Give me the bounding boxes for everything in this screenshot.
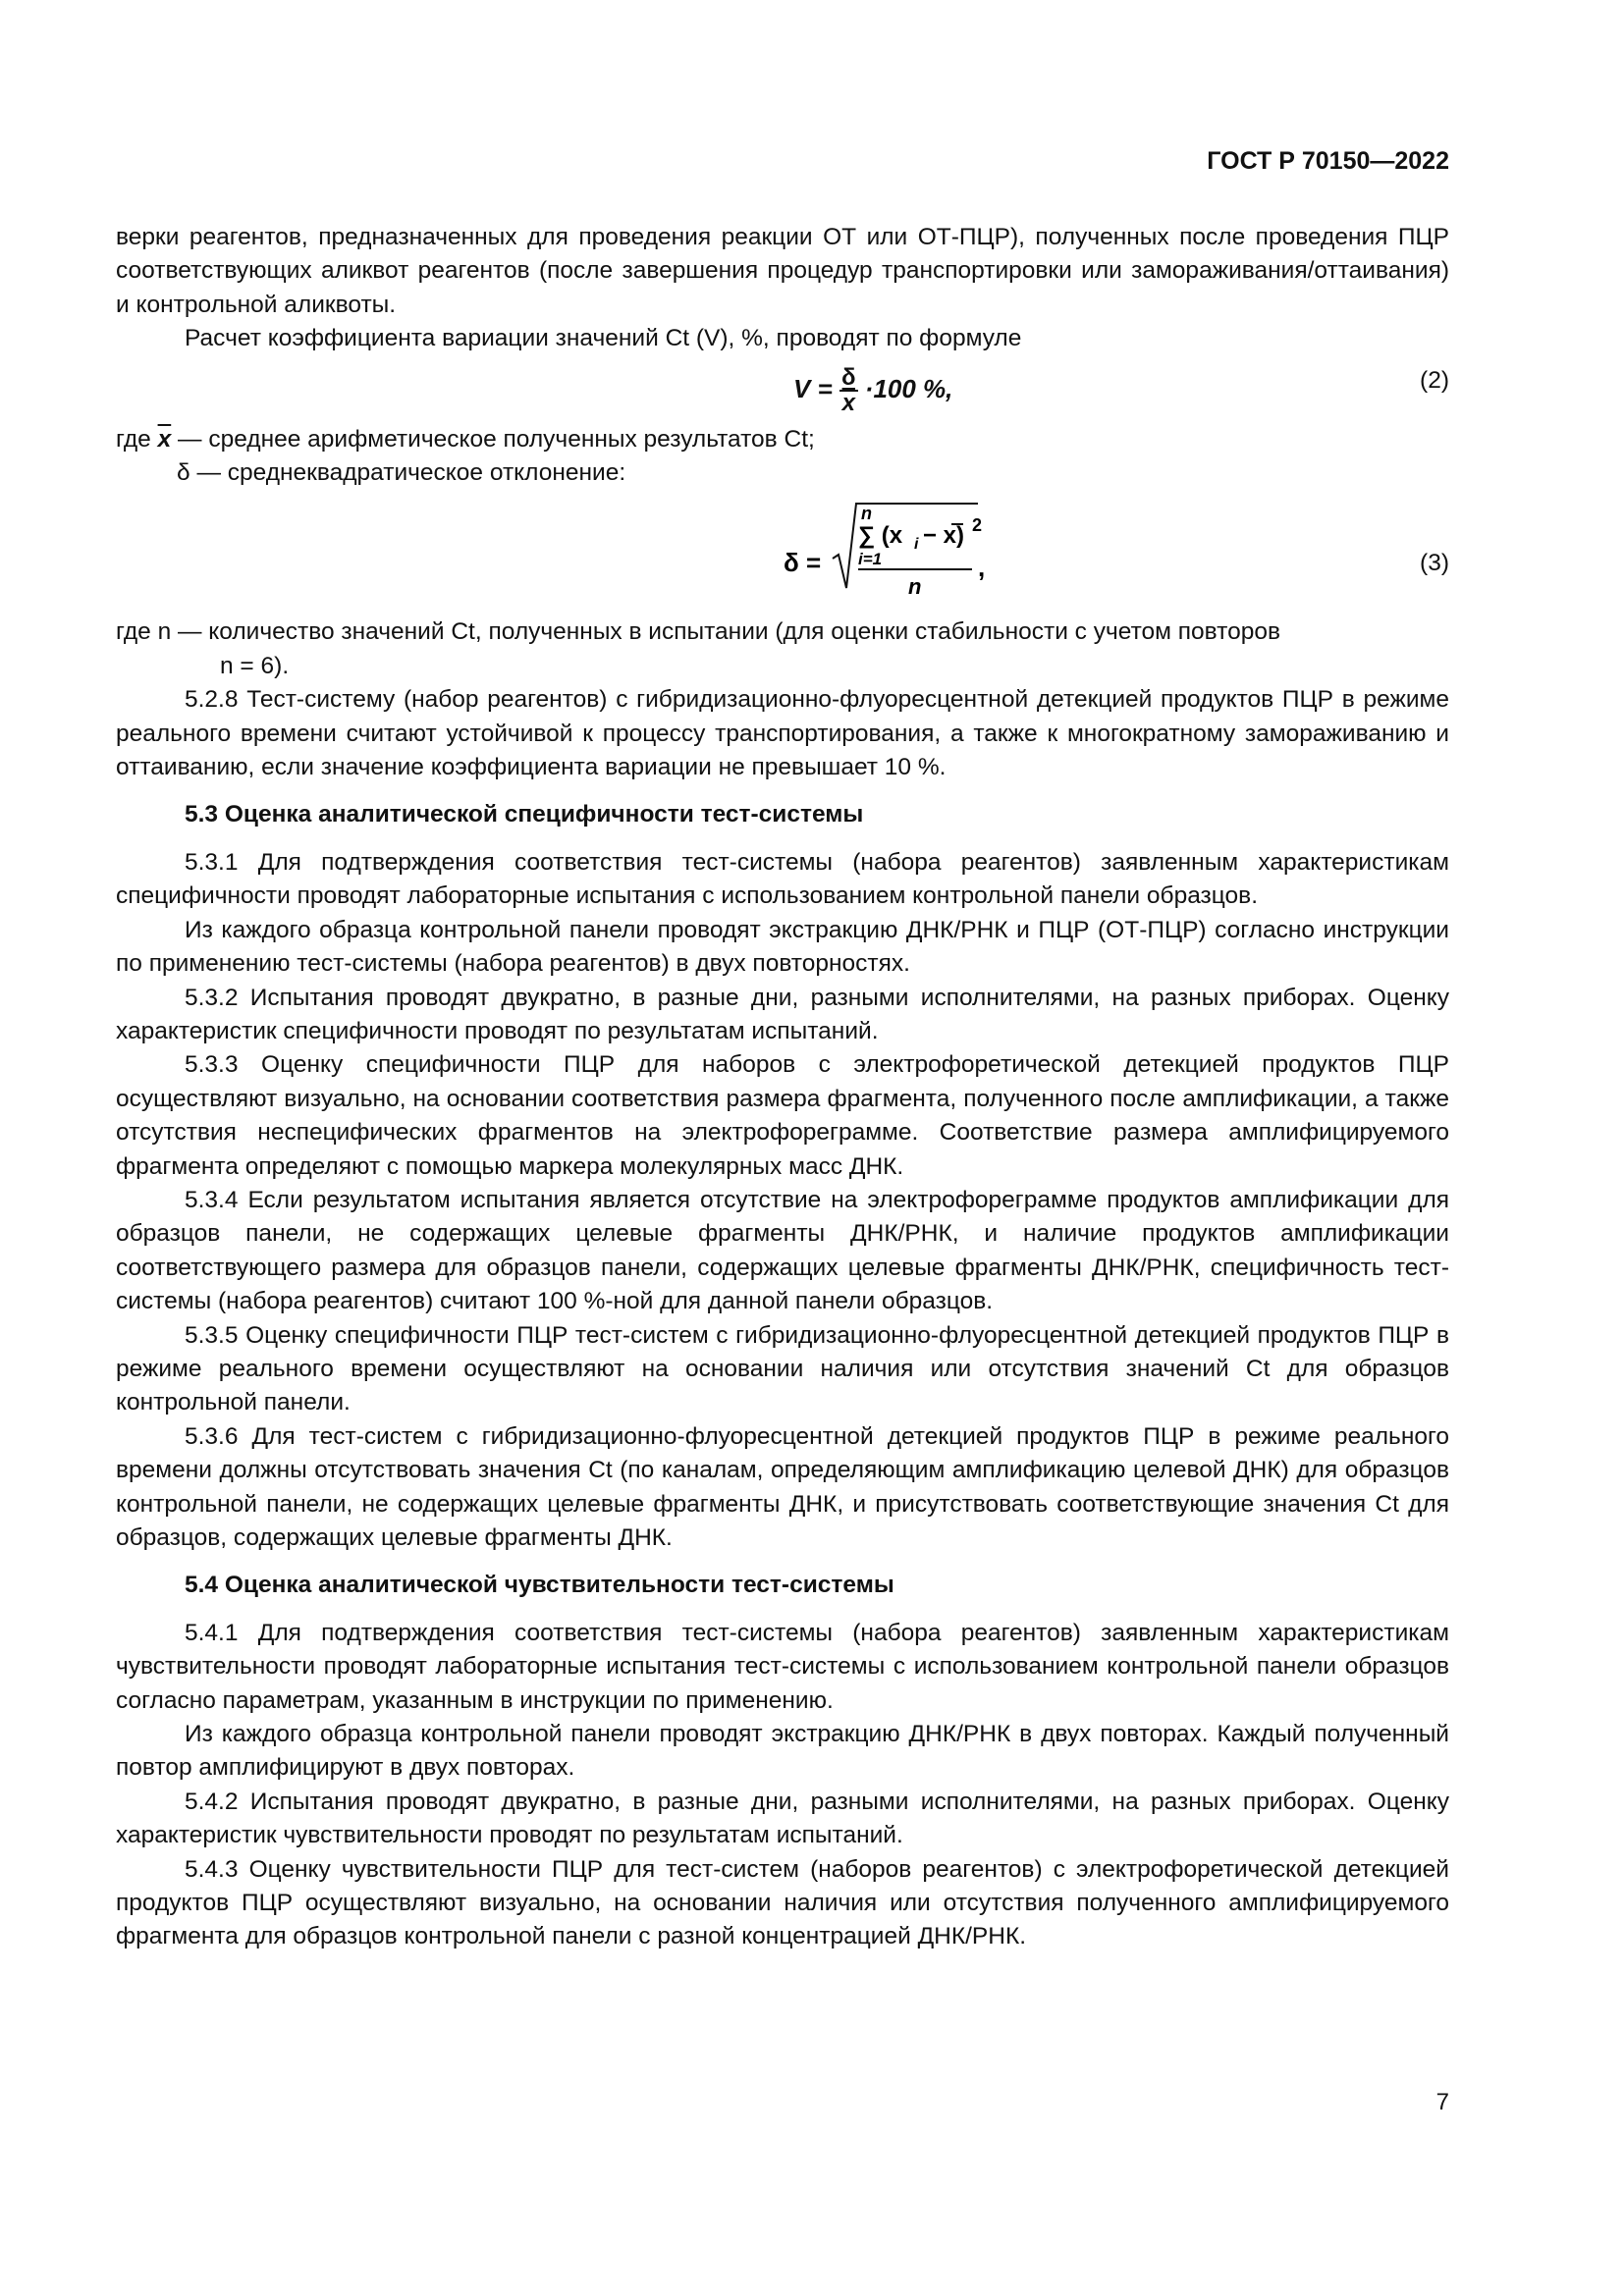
- sum-subscript-i: i: [914, 536, 919, 554]
- formula-3-expression: [666, 498, 1058, 615]
- paragraph-5-4-2: 5.4.2 Испытания проводят двукратно, в разные дни, разными исполнителями, на разных приборах. Оценку характеристик чувствительности проводят по результатам испытаний.: [116, 1788, 1449, 1849]
- paragraph-5-3-1: 5.3.1 Для подтверждения соответствия тест-системы (набора реагентов) заявленным характеристикам специфичности проводят лабораторные испытания с использованием контрольной панели образцов.: [116, 848, 1449, 910]
- paragraph-5-2-8: 5.2.8 Тест-систему (набор реагентов) с гибридизационно-флуоресцентной детекцией продуктов ПЦР в режиме реального времени считают устойчивой к процессу транспортирования, а также к многократному замораживанию и оттаиванию, если значение коэффициента вариации не превышает 10 %.: [116, 686, 1449, 781]
- sum-lower-limit: i=1: [858, 550, 883, 569]
- formula-2-denominator: x: [841, 389, 855, 416]
- paragraph-5-4-3: 5.4.3 Оценку чувствительности ПЦР для тест-систем (наборов реагентов) с электрофоретической детекцией продуктов ПЦР осуществляют визуально, на основании наличия или отсутствия полученного амплифицируемого фрагмента для образцов контрольной панели с разной концентрацией ДНК/РНК.: [116, 1855, 1449, 1950]
- section-5-4-heading: 5.4 Оценка аналитической чувствительности тест-системы: [185, 1572, 894, 1599]
- where-delta-definition: δ — среднеквадратическое отклонение:: [177, 459, 626, 487]
- formula-2-lhs: V =: [793, 373, 833, 403]
- square-exponent: 2: [972, 515, 983, 536]
- paragraph-cv-formula-intro: Расчет коэффициента вариации значений Ct (V), %, проводят по формуле: [185, 325, 1022, 352]
- formula-3-comma: ,: [978, 553, 986, 583]
- paragraph-5-3-6: 5.3.6 Для тест-систем с гибридизационно-флуоресцентной детекцией продуктов ПЦР в режиме реального времени должны отсутствовать значения Ct (по каналам, определяющим амплификацию целевой ДНК) для образцов контрольной панели, не содержащих целевые фрагменты ДНК, и присутствовать соответствующие значения Ct для образцов, содержащих целевые фрагменты ДНК.: [116, 1422, 1449, 1551]
- formula-3-lhs: δ =: [784, 548, 822, 578]
- mean-symbol: $\overline{x}$: [157, 425, 172, 453]
- formula-3: [116, 498, 1449, 615]
- where-mean-definition: где $\overline{x}$ — среднее арифметическое полученных результатов Ct;: [116, 425, 815, 453]
- formula-3-number: (3): [1420, 550, 1449, 577]
- formula-2: [116, 356, 1449, 423]
- sum-upper-limit: n: [861, 504, 872, 524]
- sum-minus-mean: − x): [923, 522, 965, 550]
- formula-2-expression: [793, 363, 953, 416]
- where-n-definition-cont: n = 6).: [220, 652, 290, 679]
- formula-3-denominator: n: [908, 574, 922, 600]
- sum-body: ∑ (x: [858, 522, 903, 550]
- paragraph-5-3-1-b: Из каждого образца контрольной панели проводят экстракцию ДНК/РНК и ПЦР (ОТ-ПЦР) согласно инструкции по применению тест-системы (набора реагентов) в двух повторностях.: [116, 916, 1449, 978]
- formula-2-numerator: δ: [840, 363, 856, 391]
- page-number: 7: [1435, 2089, 1449, 2115]
- formula-2-rhs: ·100 %,: [864, 373, 953, 403]
- paragraph-5-4-1-b: Из каждого образца контрольной панели проводят экстракцию ДНК/РНК в двух повторах. Каждый полученный повтор амплифицируют в двух повторах.: [116, 1721, 1449, 1782]
- paragraph-5-3-4: 5.3.4 Если результатом испытания является отсутствие на электрофореграмме продуктов амплификации для образцов панели, не содержащих целевые фрагменты ДНК/РНК, и наличие продуктов амплификации соответствующего размера для образцов панели, содержащих целевые фрагменты ДНК/РНК, специфичность тест-системы (набора реагентов) считают 100 %-ной для данной панели образцов.: [116, 1186, 1449, 1315]
- document-id-header: ГОСТ Р 70150—2022: [1207, 147, 1449, 175]
- where-n-definition: где n — количество значений Ct, полученных в испытании (для оценки стабильности с учетом повторов: [116, 618, 1281, 646]
- body-text: [116, 221, 1449, 1954]
- paragraph-intro-continuation: верки реагентов, предназначенных для проведения реакции ОТ или ОТ-ПЦР), полученных после проведения ПЦР соответствующих аликвот реагентов (после завершения процедур транспортировки или замораживания/оттаивания) и контрольной аликвоты.: [116, 224, 1449, 318]
- formula-2-fraction: [839, 363, 858, 416]
- paragraph-5-3-5: 5.3.5 Оценку специфичности ПЦР тест-систем с гибридизационно-флуоресцентной детекцией продуктов ПЦР в режиме реального времени осуществляют на основании наличия или отсутствия значений Ct для образцов контрольной панели.: [116, 1321, 1449, 1416]
- paragraph-5-4-1: 5.4.1 Для подтверждения соответствия тест-системы (набора реагентов) заявленным характеристикам чувствительности проводят лабораторные испытания тест-системы с использованием контрольной панели образцов согласно параметрам, указанным в инструкции по применению.: [116, 1619, 1449, 1714]
- section-5-3-heading: 5.3 Оценка аналитической специфичности тест-системы: [185, 801, 864, 828]
- paragraph-5-3-3: 5.3.3 Оценку специфичности ПЦР для наборов с электрофоретической детекцией продуктов ПЦР осуществляют визуально, на основании соответствия размера фрагмента, полученного после амплификации, а также отсутствия неспецифических фрагментов на электрофореграмме. Соответствие размера амплифицируемого фрагмента определяют с помощью маркера молекулярных масс ДНК.: [116, 1051, 1449, 1180]
- paragraph-5-3-2: 5.3.2 Испытания проводят двукратно, в разные дни, разными исполнителями, на разных приборах. Оценку характеристик специфичности проводят по результатам испытаний.: [116, 984, 1449, 1044]
- formula-2-number: (2): [1420, 366, 1449, 394]
